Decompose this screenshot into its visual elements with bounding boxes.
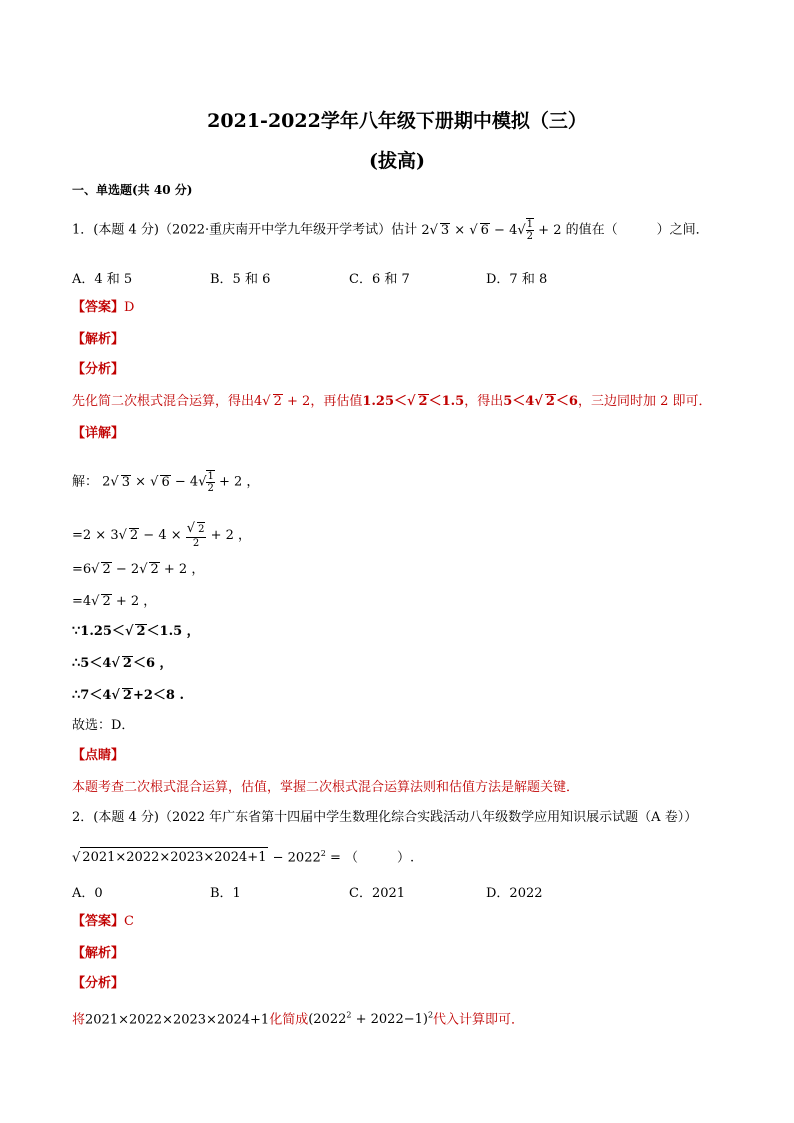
q2-expression: √ $2021\times 2022\times 2023\times 2024+1 - 2022^2$ = （ ）. bbox=[72, 844, 414, 868]
q2-option-a: A．0 bbox=[72, 886, 103, 901]
q2-expr2-a: (2022 bbox=[308, 1012, 347, 1028]
q1-option-c: C．6 和 7 bbox=[349, 272, 410, 287]
q1-analysis-c: ，得出 bbox=[464, 394, 504, 409]
q1-dianjing-label: 【点睛】 bbox=[72, 748, 125, 763]
answer-label: 【答案】 bbox=[72, 914, 125, 929]
q1-analysis-b: ，再估值 bbox=[310, 394, 363, 409]
q1-xiangjie-label: 【详解】 bbox=[72, 426, 125, 441]
q2-expr2-sup2: 2 bbox=[427, 1011, 434, 1020]
q2-expr2-sup: 2 bbox=[346, 1011, 352, 1020]
q1-suffix: 的值在（ ）之间． bbox=[565, 222, 709, 238]
q2-analysis bbox=[72, 1006, 524, 1030]
answer-value: C bbox=[124, 914, 134, 929]
q1-option-d: D．7 和 8 bbox=[486, 272, 548, 287]
q2-analysis-a: 将 bbox=[72, 1012, 86, 1028]
q2-analysis-expr2 bbox=[308, 1012, 433, 1027]
q1-analysis-expr2: 1.25＜√ 2＜1.5 bbox=[362, 394, 465, 409]
q2-analysis-c: 代入计算即可． bbox=[433, 1012, 525, 1028]
q1-comment: 本题考查二次根式混合运算，估值，掌握二次根式混合运算法则和估值方法是解题关键． bbox=[72, 780, 580, 795]
q2-analysis-b: 化简成 bbox=[269, 1012, 309, 1028]
q1-analysis-expr1: 4√ 2 + 2 bbox=[254, 394, 311, 409]
q1-step-7: ∴7＜4√ 2+2＜8 . bbox=[72, 688, 185, 703]
q1-answer bbox=[72, 298, 134, 318]
q2-analysis-expr: 2021×2022×2023×2024+1 bbox=[85, 1012, 270, 1028]
q1-analysis bbox=[72, 392, 712, 412]
q2-tail: = （ ）. bbox=[325, 850, 415, 866]
q1-analysis-d: ，三边同时加 2 即可． bbox=[577, 394, 712, 409]
q1-step-1: 解： 2√ 3 × √ 6 − 4√ $\frac{1}{2}$ + 2 ， bbox=[72, 471, 260, 494]
q1-analysis-a: 先化简二次根式混合运算，得出 bbox=[72, 394, 255, 409]
answer-label: 【答案】 bbox=[72, 300, 125, 315]
q1-sol-prefix: 解： bbox=[72, 474, 99, 490]
q1-stem bbox=[72, 218, 709, 242]
q1-prefix: 1．(本题 4 分)（2022·重庆南开中学九年级开学考试）估计 bbox=[72, 222, 418, 238]
q2-stem: 2．(本题 4 分)（2022 年广东省第十四届中学生数理化综合实践活动八年级数学应用知识展示试题（A 卷）） bbox=[72, 810, 698, 825]
title-line-1: 2021-2022学年八年级下册期中模拟（三） bbox=[207, 110, 587, 132]
q1-analysis-expr3: 5＜4√ 2＜6 bbox=[503, 394, 578, 409]
answer-value: D bbox=[124, 300, 135, 315]
q2-radicand: 2021×2022×2023×2024+1 bbox=[80, 847, 268, 868]
q1-step-5: ∵1.25＜√ 2＜1.5 ， bbox=[72, 624, 200, 639]
q1-step-4: =4√ 2 + 2 ， bbox=[72, 594, 157, 609]
q1-option-a: A．4 和 5 bbox=[72, 272, 133, 287]
q2-rest-exp: 2 bbox=[320, 849, 326, 858]
q1-step-6: ∴5＜4√ 2＜6 ， bbox=[72, 656, 173, 671]
q1-step-2: =2 × 3√ 2 − 4 × $\frac{√ 2}{2}$ + 2 ， bbox=[72, 521, 251, 549]
q2-option-b: B．1 bbox=[210, 886, 241, 901]
q1-expression: 2√ 3 × √ 6 − 4√ $\frac{1}{2}$ + 2 bbox=[421, 219, 562, 242]
q2-jiexi-label: 【解析】 bbox=[72, 946, 125, 961]
q1-conclusion: 故选：D． bbox=[72, 718, 135, 733]
section-heading: 一、单选题(共 40 分) bbox=[72, 183, 193, 197]
q2-expr2-rest: + 2022−1) bbox=[351, 1012, 428, 1028]
q1-option-b: B．5 和 6 bbox=[210, 272, 271, 287]
q2-rest: − 2022 bbox=[272, 850, 321, 866]
q2-option-d: D．2022 bbox=[486, 886, 543, 901]
q2-option-c: C．2021 bbox=[349, 886, 406, 901]
q1-step-3: =6√ 2 − 2√ 2 + 2 ， bbox=[72, 562, 205, 577]
q2-fenxi-label: 【分析】 bbox=[72, 976, 125, 991]
title-line-2: (拔高) bbox=[369, 150, 425, 172]
q1-jiexi-label: 【解析】 bbox=[72, 332, 125, 347]
q2-answer bbox=[72, 912, 134, 932]
q1-fenxi-label: 【分析】 bbox=[72, 362, 125, 377]
